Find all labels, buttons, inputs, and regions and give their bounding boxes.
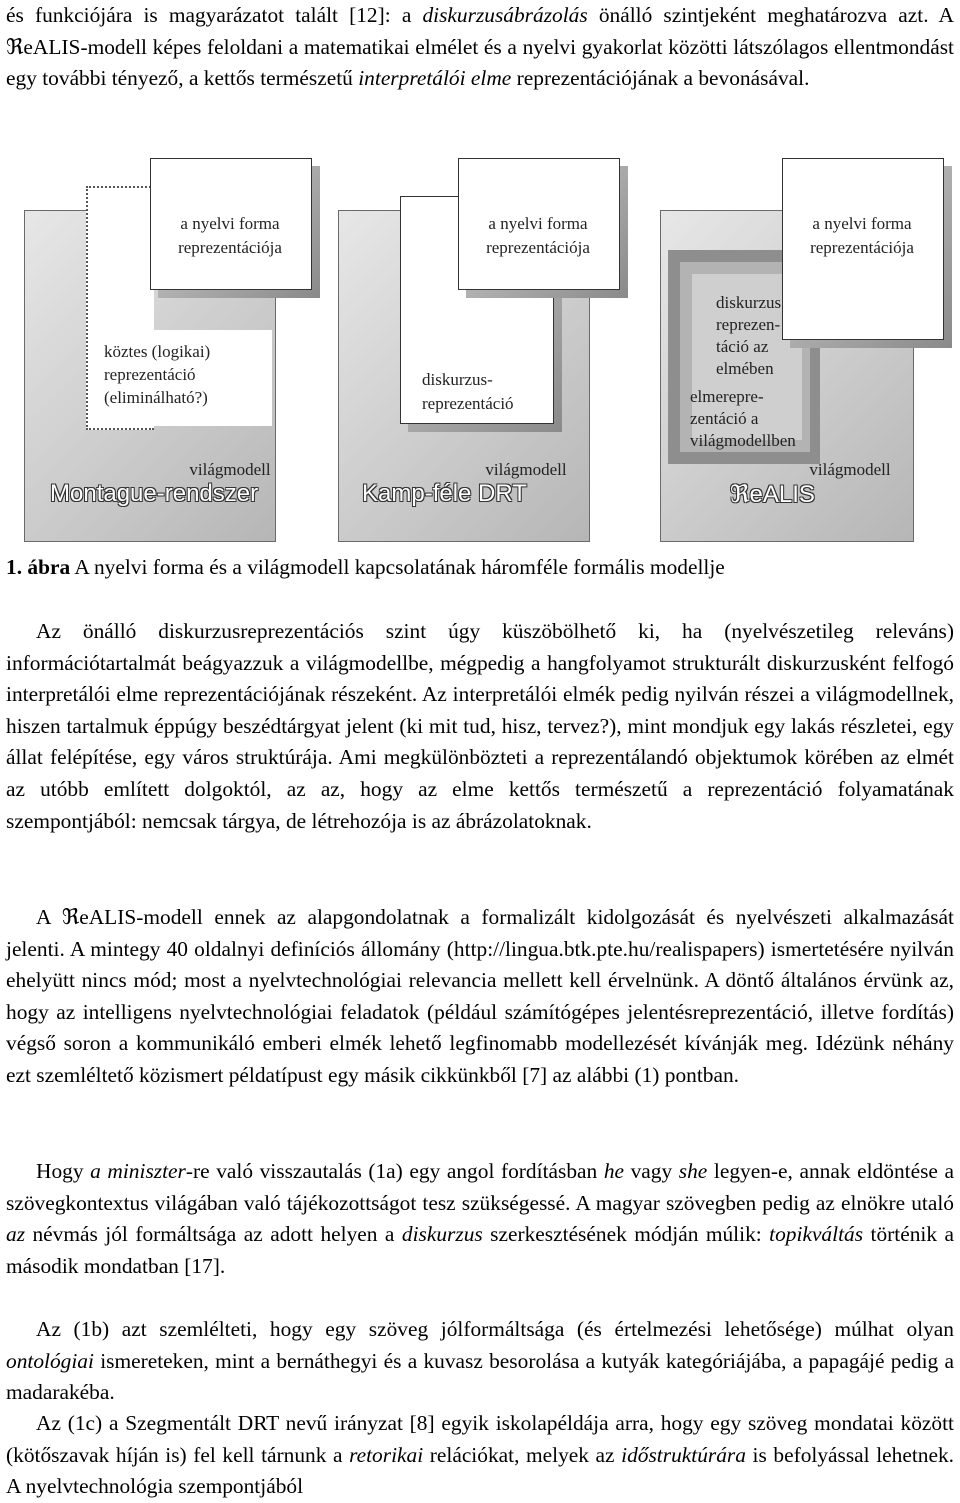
kamp-form-label-1: a nyelvi forma xyxy=(488,214,588,233)
realis-world-1: elmerepre- xyxy=(690,387,764,406)
intro-italic-1: diskurzusábrázolás xyxy=(422,3,588,27)
p5-text-b: relációkat, melyek az xyxy=(423,1442,622,1467)
p3-text-e: névmás jól formáltsága az adott helyen a xyxy=(25,1222,402,1247)
figure-number: 1. ábra xyxy=(6,555,71,579)
intro-text-2: önálló szintjeként meghatározva azt. A xyxy=(587,3,954,27)
realis-mind-3: táció az xyxy=(716,337,769,356)
p3-italic-1: a miniszter xyxy=(90,1159,186,1183)
p5-italic-2: időstruktúrára xyxy=(621,1442,746,1467)
p3-italic-3: she xyxy=(678,1159,708,1183)
body-paragraph-1 xyxy=(6,616,954,837)
figure-1 xyxy=(0,150,960,545)
p3-italic-2: he xyxy=(603,1159,625,1183)
kamp-form-label xyxy=(458,212,618,260)
p4-italic-1: ontológiai xyxy=(6,1348,94,1373)
body-paragraph-3 xyxy=(6,1156,954,1282)
realis-world-2: zentáció a xyxy=(690,409,759,428)
intro-text-3: eALIS-modell képes feloldani a matematikai elmélet és a nyelvi gyakorlat közötti látszólagos ellentmondást egy további tényező, a kettős természetű xyxy=(6,34,954,91)
intro-text-4: reprezentációjának a bevonásával. xyxy=(511,66,810,91)
p5-text-a: Az (1c) a Szegmentált DRT nevű irányzat [8] egyik iskolapéldája arra, hogy egy szöveg mondatai között (kötőszavak híján is) fel kell tárnunk a xyxy=(6,1411,954,1467)
kamp-form-label-2: reprezentációja xyxy=(486,238,590,257)
realis-title: ℜeALIS xyxy=(730,481,815,508)
intro-paragraph xyxy=(6,0,954,95)
body-paragraph-2 xyxy=(6,902,954,1092)
intro-italic-2: interpretálói elme xyxy=(358,66,512,91)
montague-title: Montague-rendszer xyxy=(50,480,259,507)
p5-text-c: is befolyással lehetnek. A nyelvtechnológia szempontjából xyxy=(6,1442,954,1499)
realis-mind-4: elmében xyxy=(716,359,774,378)
p4-text-a: Az (1b) azt szemlélteti, hogy egy szöveg jólformáltsága (és értelmezési lehetősége) múlhat olyan xyxy=(36,1317,954,1341)
p3-italic-5: diskurzus xyxy=(401,1222,483,1247)
p1-text: Az önálló diskurzusreprezentációs szint úgy küszöbölhető ki, ha (nyelvészetileg releváns) információtartalmát beágyazzuk a világmodellbe, mégpedig a hangfolyamot strukturált diskurzusként felfogó interpretálói elme reprezentációjának részeként. Az interpretálói elmék pedig nyilván részei a világmodellnek, hiszen tartalmuk éppúgy beszédtárgyat jelent (ki mit tud, hisz, tervez?), mint mondjuk egy lakás részletei, egy állat felépítése, egy város struktúrája. Ami megkülönbözteti a reprezentálandó objektumok körében az elmét az utóbb említett dolgoktól, az az, hogy az elme kettős természetű a reprezentáció folyamatának szempontjából: nemcsak tárgya, de létrehozója is az ábrázolatoknak. xyxy=(6,619,954,833)
realis-world-label: világmodell xyxy=(809,460,891,479)
montague-form-label-2: reprezentációja xyxy=(178,238,282,257)
montague-form-label xyxy=(150,212,310,260)
p3-italic-4: az xyxy=(6,1222,26,1247)
montague-middle-1: köztes (logikai) xyxy=(104,342,211,361)
p3-italic-6: topikváltás xyxy=(769,1222,864,1247)
realis-form-label-1: a nyelvi forma xyxy=(812,214,912,233)
montague-form-label-1: a nyelvi forma xyxy=(180,214,280,233)
realis-form-label xyxy=(782,212,942,260)
p3-text-c: vagy xyxy=(624,1159,679,1183)
p3-text-a: Hogy xyxy=(36,1159,91,1183)
p3-text-b: -re való visszautalás (1a) egy angol fordításban xyxy=(185,1159,604,1183)
realis-mind-1: diskurzus xyxy=(716,293,782,312)
p3-text-d: legyen-e, annak eldöntése a szövegkontextus világában való tájékozottságot tesz szükségessé. A magyar szövegben pedig az elnökre utaló xyxy=(6,1159,954,1215)
realis-form-label-2: reprezentációja xyxy=(810,238,914,257)
p3-text-g: történik a második mondatban [17]. xyxy=(6,1222,954,1278)
kamp-world-label: világmodell xyxy=(485,460,567,479)
p3-text-f: szerkesztésének módján múlik: xyxy=(482,1222,770,1247)
body-paragraph-4 xyxy=(6,1314,954,1409)
kamp-middle-2: reprezentáció xyxy=(422,394,514,413)
realis-symbol: ℜ xyxy=(6,34,24,60)
figure-caption-text: A nyelvi forma és a világmodell kapcsolatának háromféle formális modellje xyxy=(70,555,725,579)
montague-middle-3: (eliminálható?) xyxy=(104,388,208,407)
kamp-middle-label xyxy=(422,368,562,416)
montague-middle-2: reprezentáció xyxy=(104,365,196,384)
body-paragraph-5 xyxy=(6,1408,954,1503)
realis-world-3: világmodellben xyxy=(690,431,796,450)
kamp-middle-1: diskurzus- xyxy=(422,370,493,389)
montague-middle-label xyxy=(104,340,274,409)
figure-caption xyxy=(6,552,725,583)
intro-text-1: és funkciójára is magyarázatot talált [12]: a xyxy=(6,3,423,27)
realis-world-rep-label xyxy=(690,386,820,452)
p2-text-a: A xyxy=(36,905,62,929)
p2-text-b: eALIS-modell ennek az alapgondolatnak a formalizált kidolgozását és nyelvészeti alkalmazását jelenti. A mintegy 40 oldalnyi definíciós állomány (http://lingua.btk.pte.hu/realispapers) ismertetésére nyilván ehelyütt nincs mód; most a nyelvtechnológiai relevancia mellett kell érvelnünk. A döntő általános érvünk az, hogy az intelligens nyelvtechnológiai feladatok (például számítógépes jelentésreprezentáció, illetve fordítás) végső soron a kommunikáló emberi elmék lehető legfinomabb modellezését kívánják meg. Idézünk néhány ezt szemléltető közismert példatípust egy másik cikkünkből [7] az alábbi (1) pontban. xyxy=(6,905,954,1087)
realis-symbol-2: ℜ xyxy=(61,905,80,930)
p5-italic-1: retorikai xyxy=(349,1442,424,1467)
kamp-title: Kamp-féle DRT xyxy=(362,480,527,507)
montague-world-label: világmodell xyxy=(189,460,271,479)
realis-mind-2: reprezen- xyxy=(716,315,781,334)
p4-text-b: ismereteken, mint a bernáthegyi és a kuvasz besorolása a kutyák kategóriájába, a papagájé pedig a madarakéba. xyxy=(6,1348,954,1405)
